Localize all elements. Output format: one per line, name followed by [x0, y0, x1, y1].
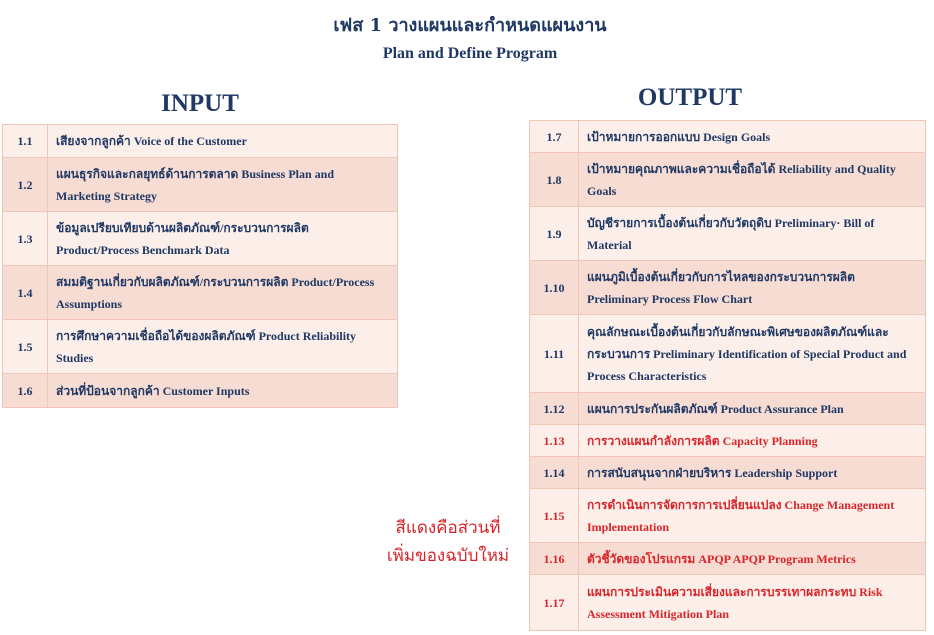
output-heading: OUTPUT — [637, 84, 743, 111]
output-table — [529, 120, 926, 631]
row-number: 1.15 — [530, 489, 579, 543]
table-row — [3, 125, 398, 158]
input-heading: INPUT — [161, 90, 239, 117]
row-number: 1.17 — [530, 575, 579, 631]
row-number: 1.13 — [530, 425, 579, 457]
title-english: Plan and Define Program — [382, 45, 558, 62]
row-number: 1.10 — [530, 261, 579, 315]
table-row — [530, 489, 926, 543]
table-row — [530, 261, 926, 315]
table-row — [530, 153, 926, 207]
note-line-1: สีแดงคือส่วนที่ — [395, 518, 501, 538]
row-text: แผนธุรกิจและกลยุทธ์ด้านการตลาด Business Plan and Marketing Strategy — [48, 158, 398, 212]
row-text: ข้อมูลเปรียบเทียบด้านผลิตภัณฑ์/กระบวนการผลิต Product/Process Benchmark Data — [48, 212, 398, 266]
row-number: 1.9 — [530, 207, 579, 261]
row-text: แผนการประกันผลิตภัณฑ์ Product Assurance Plan — [579, 393, 926, 425]
row-text: เสียงจากลูกค้า Voice of the Customer — [48, 125, 398, 158]
row-text: เป้าหมายคุณภาพและความเชื่อถือได้ Reliability and Quality Goals — [579, 153, 926, 207]
input-table — [2, 124, 398, 408]
row-number: 1.5 — [3, 320, 48, 374]
table-row — [3, 266, 398, 320]
table-row — [530, 575, 926, 631]
table-row — [530, 121, 926, 153]
table-row — [3, 212, 398, 266]
table-row — [530, 543, 926, 575]
row-number: 1.3 — [3, 212, 48, 266]
row-text: การดำเนินการจัดการการเปลี่ยนแปลง Change Management Implementation — [579, 489, 926, 543]
row-number: 1.8 — [530, 153, 579, 207]
table-row — [3, 374, 398, 408]
row-text: สมมติฐานเกี่ยวกับผลิตภัณฑ์/กระบวนการผลิต Product/Process Assumptions — [48, 266, 398, 320]
row-number: 1.4 — [3, 266, 48, 320]
row-text: ตัวชี้วัดของโปรแกรม APQP APQP Program Metrics — [579, 543, 926, 575]
table-row — [530, 425, 926, 457]
row-text: บัญชีรายการเบื้องต้นเกี่ยวกับวัตถุดิบ Preliminary· Bill of Material — [579, 207, 926, 261]
row-text: การสนับสนุนจากฝ่ายบริหาร Leadership Support — [579, 457, 926, 489]
row-text: การศึกษาความเชื่อถือได้ของผลิตภัณฑ์ Product Reliability Studies — [48, 320, 398, 374]
table-row — [3, 158, 398, 212]
table-row — [530, 315, 926, 393]
row-text: ส่วนที่ป้อนจากลูกค้า Customer Inputs — [48, 374, 398, 408]
table-row — [530, 457, 926, 489]
row-number: 1.12 — [530, 393, 579, 425]
row-number: 1.7 — [530, 121, 579, 153]
row-text: การวางแผนกำลังการผลิต Capacity Planning — [579, 425, 926, 457]
row-number: 1.2 — [3, 158, 48, 212]
row-number: 1.11 — [530, 315, 579, 393]
row-text: แผนภูมิเบื้องต้นเกี่ยวกับการไหลของกระบวนการผลิต Preliminary Process Flow Chart — [579, 261, 926, 315]
title-thai: เฟส 1 วางแผนและกำหนดแผนงาน — [333, 15, 607, 36]
row-number: 1.1 — [3, 125, 48, 158]
row-number: 1.6 — [3, 374, 48, 408]
row-text: คุณลักษณะเบื้องต้นเกี่ยวกับลักษณะพิเศษของผลิตภัณฑ์และกระบวนการ Preliminary Identification of Special Product and Process Characteristics — [579, 315, 926, 393]
table-row — [530, 393, 926, 425]
row-number: 1.16 — [530, 543, 579, 575]
row-text: แผนการประเมินความเสี่ยงและการบรรเทาผลกระทบ Risk Assessment Mitigation Plan — [579, 575, 926, 631]
note-line-2: เพิ่มของฉบับใหม่ — [386, 546, 510, 566]
row-number: 1.14 — [530, 457, 579, 489]
table-row — [530, 207, 926, 261]
red-legend-note — [378, 514, 518, 570]
row-text: เป้าหมายการออกแบบ Design Goals — [579, 121, 926, 153]
table-row — [3, 320, 398, 374]
